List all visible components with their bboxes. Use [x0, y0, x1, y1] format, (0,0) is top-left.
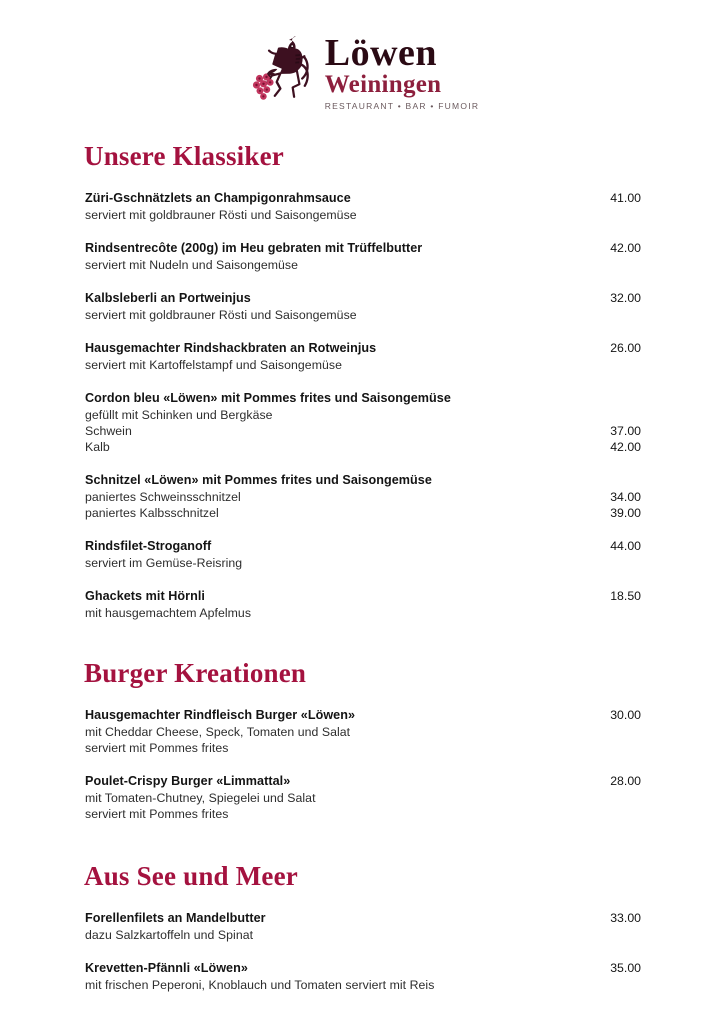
- option-price: 39.00: [610, 506, 641, 520]
- option-label: Schwein: [85, 424, 132, 438]
- menu-item-description: serviert mit Nudeln und Saisongemüse: [85, 258, 299, 272]
- restaurant-logo: [0, 32, 724, 114]
- menu-item: [85, 538, 641, 571]
- menu-item: [85, 290, 641, 323]
- menu-item-description: serviert mit goldbrauner Rösti und Saisongemüse: [85, 308, 357, 322]
- menu-item: [85, 390, 641, 455]
- menu-item-name: Kalbsleberli an Portweinjus: [85, 291, 251, 305]
- menu-item-name: Poulet-Crispy Burger «Limmattal»: [85, 774, 291, 788]
- menu-item-price: 35.00: [610, 961, 641, 975]
- menu-item-description: mit hausgemachtem Apfelmus: [85, 606, 252, 620]
- menu-item-name: Ghackets mit Hörnli: [85, 589, 205, 603]
- menu-item-price: 42.00: [610, 241, 641, 255]
- logo-tagline: RESTAURANT • BAR • FUMOIR: [324, 101, 480, 111]
- menu-item: [85, 707, 641, 756]
- section-title: Unsere Klassiker: [84, 141, 284, 171]
- option-label: paniertes Kalbsschnitzel: [85, 506, 219, 520]
- menu-item-description-2: serviert mit Pommes frites: [85, 807, 229, 821]
- menu-item-option: [85, 489, 641, 505]
- menu-item-description: dazu Salzkartoffeln und Spinat: [85, 928, 254, 942]
- menu-section-classics: [85, 140, 641, 621]
- menu-item-price: 41.00: [610, 191, 641, 205]
- menu-item-description: mit frischen Peperoni, Knoblauch und Tomaten serviert mit Reis: [85, 978, 435, 992]
- menu-item-description: mit Tomaten-Chutney, Spiegelei und Salat: [85, 791, 316, 805]
- menu-item: [85, 588, 641, 621]
- menu-item-price: 30.00: [610, 708, 641, 722]
- menu-item-option: [85, 423, 641, 439]
- menu-item: [85, 773, 641, 822]
- menu-item-price: 44.00: [610, 539, 641, 553]
- menu-item-description: gefüllt mit Schinken und Bergkäse: [85, 408, 273, 422]
- menu-item-name: Rindsfilet-Stroganoff: [85, 539, 212, 553]
- menu-item: [85, 960, 641, 993]
- option-price: 37.00: [610, 424, 641, 438]
- menu-item-option: [85, 505, 641, 521]
- menu-item-description: mit Cheddar Cheese, Speck, Tomaten und Salat: [85, 725, 351, 739]
- option-label: Kalb: [85, 440, 110, 454]
- menu-item-name: Rindsentrecôte (200g) im Heu gebraten mit Trüffelbutter: [85, 241, 423, 255]
- menu-item-description: serviert im Gemüse-Reisring: [85, 556, 243, 570]
- menu-item-name: Schnitzel «Löwen» mit Pommes frites und Saisongemüse: [85, 473, 432, 487]
- menu-item-price: 26.00: [610, 341, 641, 355]
- section-title: Aus See und Meer: [84, 861, 298, 891]
- menu-item-option: [85, 439, 641, 455]
- menu-section-burgers: [85, 657, 641, 822]
- section-title: Burger Kreationen: [84, 658, 307, 688]
- logo-name: Löwen: [324, 32, 438, 74]
- logo-location: Weiningen: [324, 71, 442, 98]
- menu-item-price: 32.00: [610, 291, 641, 305]
- menu-item-description: serviert mit Kartoffelstampf und Saisongemüse: [85, 358, 342, 372]
- option-price: 42.00: [610, 440, 641, 454]
- menu-item-price: 33.00: [610, 911, 641, 925]
- menu-item-name: Cordon bleu «Löwen» mit Pommes frites und Saisongemüse: [85, 391, 451, 405]
- menu-item-price: 28.00: [610, 774, 641, 788]
- menu-item-description: serviert mit goldbrauner Rösti und Saisongemüse: [85, 208, 357, 222]
- menu-section-fish: [85, 860, 641, 993]
- menu-item-name: Hausgemachter Rindfleisch Burger «Löwen»: [85, 708, 356, 722]
- menu-item-name: Hausgemachter Rindshackbraten an Rotweinjus: [85, 341, 377, 355]
- menu-item-name: Krevetten-Pfännli «Löwen»: [85, 961, 248, 975]
- menu-item-description-2: serviert mit Pommes frites: [85, 741, 229, 755]
- menu-content: [85, 140, 641, 993]
- menu-item: [85, 190, 641, 223]
- menu-item-name: Züri-Gschnätzlets an Champigonrahmsauce: [85, 191, 351, 205]
- menu-item: [85, 472, 641, 521]
- option-label: paniertes Schweinsschnitzel: [85, 490, 241, 504]
- rampant-lion-with-grapes-icon: [245, 32, 321, 108]
- menu-item-name: Forellenfilets an Mandelbutter: [85, 911, 266, 925]
- menu-item: [85, 910, 641, 943]
- option-price: 34.00: [610, 490, 641, 504]
- menu-item: [85, 340, 641, 373]
- menu-item-price: 18.50: [610, 589, 641, 603]
- menu-item: [85, 240, 641, 273]
